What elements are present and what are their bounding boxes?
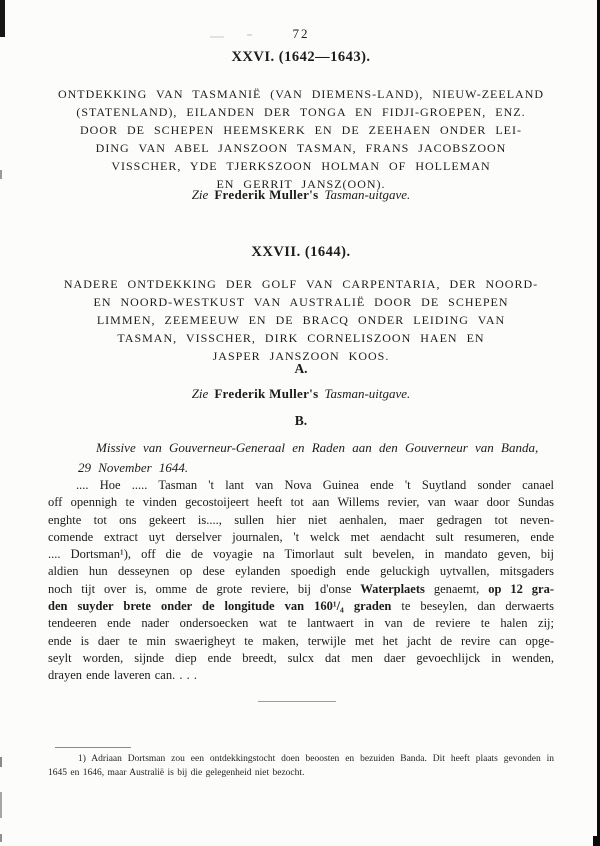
reference-publisher: Frederik Muller's (214, 187, 319, 202)
text-line (48, 633, 554, 650)
text-run: noch tijt over is, omme de grote reviere, bij d'onse (48, 581, 361, 596)
text-run: enghte tot ons gekeert is...., sullen hier niet aenhalen, maer gedragen tot neven- (48, 512, 554, 527)
reference-line (48, 187, 554, 203)
scan-artifact-bottom-right (593, 836, 600, 846)
page-number: 72 (292, 26, 310, 41)
text-run: comende extract uyt derselver journalen, 't welck met aendacht sult resumeren, ende (48, 529, 554, 544)
reference-zie: Zie (191, 187, 209, 202)
scan-artifact-top-left (0, 0, 5, 37)
part-label-a: A. (294, 361, 308, 376)
reference-line (48, 386, 554, 402)
scan-artifact-left-tick (0, 834, 2, 842)
reference-work: Tasman-uitgave. (324, 187, 411, 202)
text-run: te beseylen, dan derwaerts (391, 599, 554, 614)
text-line: NADERE ONTDEKKING DER GOLF VAN CARPENTARIA, DER NOORD- (63, 277, 539, 291)
text-line (48, 650, 554, 667)
bold-run: Waterplaets (360, 581, 425, 596)
text-line (48, 615, 554, 632)
text-run: aldien hun desseynen op dese eylanden spoedigh ende geluckigh uytvallen, mitsgaders (48, 564, 554, 579)
text-line: EN GERRIT JANSZ(OON). (216, 177, 386, 191)
text-run: seylt worden, sijnde diep ende breedt, sulcx dat men daer gevoechlijck in wenden, (48, 650, 554, 665)
text-line: DOOR DE SCHEPEN HEEMSKERK EN DE ZEEHAEN ONDER LEI- (80, 123, 522, 137)
text-run: .... Dortsman¹), off die de voyagie na Timorlaut sult bevelen, in mandato geven, bij (48, 547, 554, 562)
text-run: drayen ende laveren can. . . . (48, 668, 197, 683)
reference-work: Tasman-uitgave. (324, 386, 411, 401)
section-title-xxvi (48, 85, 554, 193)
section-end-rule (258, 701, 336, 702)
scan-artifact-left-tick (0, 170, 2, 179)
text-line (48, 546, 554, 563)
text-line: JASPER JANSZOON KOOS. (212, 349, 390, 363)
text-line (48, 667, 554, 684)
text-line: ONTDEKKING VAN TASMANIË (VAN DIEMENS-LAND), NIEUW-ZEELAND (57, 87, 545, 101)
text-line (48, 494, 554, 511)
section-heading-xxvii: XXVII. (1644). (251, 244, 351, 260)
footnote (48, 753, 554, 780)
text-line: (STATENLAND), EILANDEN DER TONGA EN FIDJI-GROEPEN, ENZ. (76, 105, 526, 119)
scan-artifact-left-tick (0, 792, 2, 818)
body-text (48, 477, 554, 685)
bold-run: den suyder brete onder de longitude van 160¹/₄ graden (48, 599, 392, 614)
text-run: ende is daer te min swaerigheyt te maken, terwijle met het jacht de revire can opge- (48, 633, 554, 648)
bold-run: op 12 gra- (488, 581, 554, 596)
section-title-xxvii (48, 275, 554, 365)
text-run: genaemt, (424, 581, 489, 596)
text-line (48, 753, 554, 767)
reference-zie: Zie (191, 386, 209, 401)
footnote-rule (55, 747, 131, 748)
text-line (48, 512, 554, 529)
text-line (48, 598, 554, 615)
text-line: EN NOORD-WESTKUST VAN AUSTRALIË DOOR DE SCHEPEN (93, 295, 509, 309)
part-label-b: B. (294, 413, 308, 428)
text-run: 1) Adriaan Dortsman zou een ontdekkingstocht doen beoosten en bezuiden Banda. Dit heeft plaats gevonden in (78, 754, 554, 764)
text-run: tendeeren ende nader ondersoecken wat te lantwaert in van de reviere te halen zij; (48, 616, 554, 631)
text-line: VISSCHER, YDE TJERKSZOON HOLMAN OF HOLLEMAN (111, 159, 491, 173)
text-line (48, 581, 554, 598)
missive-caption (48, 438, 554, 477)
text-run: .... Hoe ..... Tasman 't lant van Nova Guinea ende 't Suytland sonder canael (76, 478, 554, 492)
text-run: off opennigh te vinden gecostoijeert heeft tot aan Willems revier, van waar door Sundas (48, 495, 554, 510)
text-line: 29 November 1644. (78, 459, 189, 475)
section-heading-xxvi: XXVI. (1642—1643). (231, 49, 371, 65)
text-line (48, 529, 554, 546)
text-line (48, 477, 554, 494)
text-line: DING VAN ABEL JANSZOON TASMAN, FRANS JACOBSZOON (95, 141, 507, 155)
text-line (48, 767, 554, 781)
text-run: 1645 en 1646, maar Australië is bij die gelegenheid niet bezocht. (48, 767, 305, 778)
text-line: Missive van Gouverneur-Generaal en Raden aan den Gouverneur van Banda, (96, 440, 539, 455)
scan-artifact-left-tick (0, 757, 2, 767)
text-line (48, 563, 554, 580)
reference-publisher: Frederik Muller's (214, 386, 319, 401)
text-line: LIMMEN, ZEEMEEUW EN DE BRACQ ONDER LEIDING VAN (96, 313, 506, 327)
text-line: TASMAN, VISSCHER, DIRK CORNELISZOON HAEN EN (117, 331, 485, 345)
